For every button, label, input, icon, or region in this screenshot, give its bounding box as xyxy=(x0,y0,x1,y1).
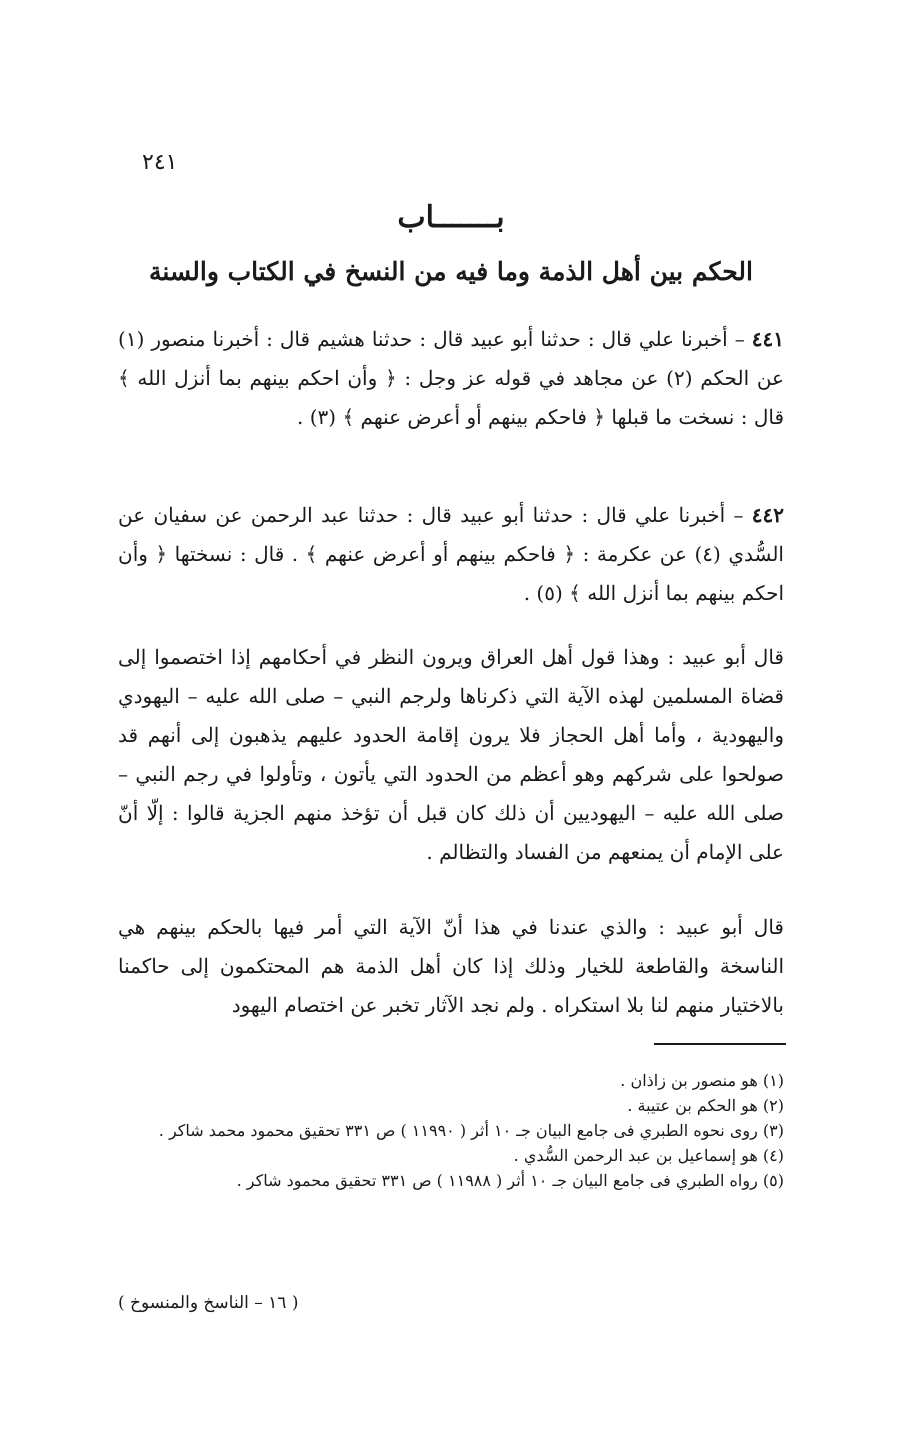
footnotes xyxy=(118,1068,784,1193)
paragraph-442 xyxy=(118,496,784,613)
footnote: (٥) رواه الطبري فى جامع البيان جـ ١٠ أثر ( ١١٩٨٨ ) ص ٣٣١ تحقيق محمود شاكر . xyxy=(236,1171,784,1190)
section-title: الحكم بين أهل الذمة وما فيه من النسخ في الكتاب والسنة xyxy=(149,257,753,286)
chapter-heading-text: بـــــــاب xyxy=(397,200,505,235)
footnote: (١) هو منصور بن زاذان . xyxy=(620,1071,784,1090)
footnote-separator xyxy=(654,1043,786,1045)
paragraph-text: – أخبرنا علي قال : حدثنا أبو عبيد قال : حدثنا عبد الرحمن عن سفيان عن السُّدي (٤) عن عكرمة : ﴿ فاحكم بينهم أو أعرض عنهم ﴾ . قال : نسختها ﴿ وأن احكم بينهم بما أنزل الله ﴾ (٥) . xyxy=(118,503,784,605)
footnote: (٤) هو إسماعيل بن عبد الرحمن السُّدي . xyxy=(513,1146,784,1165)
paragraph-abu-ubaid-2 xyxy=(118,908,784,1025)
paragraph-abu-ubaid-1 xyxy=(118,638,784,872)
paragraph-text: قال أبو عبيد : والذي عندنا في هذا أنّ الآية التي أمر فيها بالحكم بينهم هي الناسخة والقاطعة للخيار وذلك إذا كان أهل الذمة هم المحتكمون إلى حاكمنا بالاختيار منهم لنا بلا استكراه . ولم نجد الآثار تخبر عن اختصام اليهود xyxy=(118,915,784,1017)
footnote: (٢) هو الحكم بن عتيبة . xyxy=(627,1096,784,1115)
page-number: ٢٤١ xyxy=(142,150,178,175)
paragraph-number: ٤٤١ xyxy=(751,327,785,351)
paragraph-text: – أخبرنا علي قال : حدثنا أبو عبيد قال : حدثنا هشيم قال : أخبرنا منصور (١) عن الحكم (٢) عن مجاهد في قوله عز وجل : ﴿ وأن احكم بينهم بما أنزل الله ﴾ قال : نسخت ما قبلها ﴿ فاحكم بينهم أو أعرض عنهم ﴾ (٣) . xyxy=(118,327,784,429)
footnote: (٣) روى نحوه الطبري فى جامع البيان جـ ١٠ أثر ( ١١٩٩٠ ) ص ٣٣١ تحقيق محمود محمد شاكر . xyxy=(158,1121,784,1140)
chapter-heading xyxy=(0,200,902,235)
paragraph-text: قال أبو عبيد : وهذا قول أهل العراق ويرون النظر في أحكامهم إذا اختصموا إلى قضاة المسلمين لهذه الآية التي ذكرناها ولرجم النبي – صلى الله عليه – اليهودي واليهودية ، وأما أهل الحجاز فلا يرون إقامة الحدود عليهم يذهبون إلى أنهم قد صولحوا على شركهم وهو أعظم من الحدود التي يأتون ، وتأولوا في رجم النبي – صلى الله عليه – اليهوديين أن ذلك كان قبل أن تؤخذ منهم الجزية قالوا : إلّا أنّ على الإمام أن يمنعهم من الفساد والتظالم . xyxy=(118,645,784,864)
paragraph-441 xyxy=(118,320,784,437)
signature-footer: ( ١٦ – الناسخ والمنسوخ ) xyxy=(118,1293,299,1313)
paragraph-number: ٤٤٢ xyxy=(751,503,784,527)
